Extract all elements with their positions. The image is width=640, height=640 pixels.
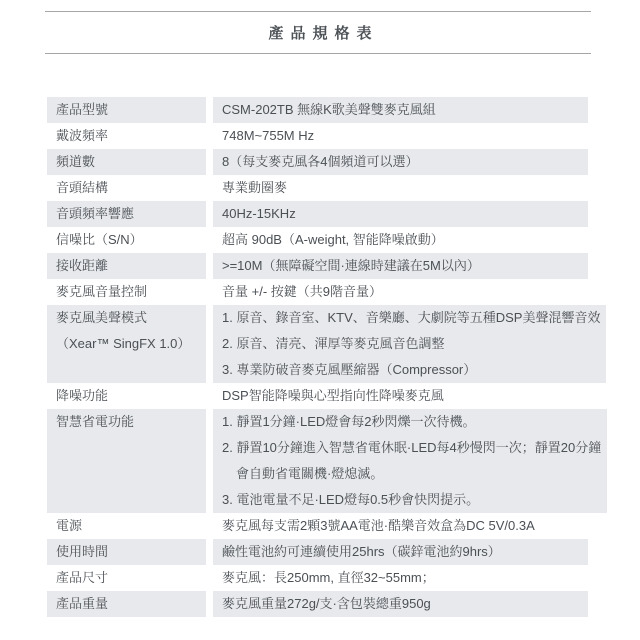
spec-label xyxy=(47,201,206,227)
spec-label xyxy=(47,409,206,513)
spec-label xyxy=(47,305,206,383)
spec-row xyxy=(47,513,588,539)
spec-label xyxy=(47,279,206,305)
spec-label xyxy=(47,253,206,279)
spec-value xyxy=(213,253,588,279)
spec-label-line: 戴波頻率 xyxy=(56,128,109,143)
spec-label-line: 使用時間 xyxy=(56,544,109,559)
spec-row xyxy=(47,175,588,201)
spec-label xyxy=(47,591,206,617)
spec-value-line: CSM-202TB 無線K歌美聲雙麥克風組 xyxy=(222,102,436,117)
spec-value-line: 麥克風：長250mm, 直徑32~55mm； xyxy=(222,570,435,585)
spec-row xyxy=(47,227,588,253)
spec-value-line: >=10M（無障礙空間·連線時建議在5M以內） xyxy=(222,258,480,273)
spec-value xyxy=(213,383,588,409)
spec-value-line: 748M~755M Hz xyxy=(222,128,315,143)
spec-label xyxy=(47,123,206,149)
spec-value xyxy=(213,175,588,201)
spec-row xyxy=(47,201,588,227)
spec-value xyxy=(213,123,588,149)
spec-row xyxy=(47,591,588,617)
spec-row xyxy=(47,253,588,279)
spec-row xyxy=(47,149,588,175)
spec-value-line: 會自動省電關機·燈熄滅。 xyxy=(236,466,384,481)
spec-value xyxy=(213,97,588,123)
spec-row xyxy=(47,97,588,123)
spec-value-line: 超高 90dB（A-weight, 智能降噪啟動） xyxy=(222,232,444,247)
spec-label xyxy=(47,383,206,409)
spec-label xyxy=(47,227,206,253)
spec-value-line: 40Hz-15KHz xyxy=(222,206,296,221)
spec-label-line: 音頭結構 xyxy=(56,180,109,195)
spec-value xyxy=(213,513,588,539)
spec-value-line: 2. 原音、清亮、渾厚等麥克風音色調整 xyxy=(222,336,445,351)
spec-value xyxy=(213,409,607,513)
spec-value xyxy=(213,591,588,617)
spec-value-line: 麥克風重量272g/支·含包裝總重950g xyxy=(222,596,431,611)
spec-value-line: 8（每支麥克風各4個頻道可以選） xyxy=(222,154,419,169)
spec-label xyxy=(47,97,206,123)
spec-value-line: 專業動圈麥 xyxy=(222,180,288,195)
spec-table xyxy=(47,97,602,617)
spec-label-line: （Xear™ SingFX 1.0） xyxy=(56,336,191,351)
spec-label-line: 產品型號 xyxy=(56,102,109,117)
spec-label-line: 電源 xyxy=(56,518,83,533)
spec-value xyxy=(213,539,588,565)
spec-row xyxy=(47,123,588,149)
spec-label-line: 頻道數 xyxy=(56,154,96,169)
spec-value-line: 音量 +/- 按鍵（共9階音量） xyxy=(222,284,382,299)
spec-row xyxy=(47,383,588,409)
spec-value xyxy=(213,149,588,175)
spec-value-line: 麥克風每支需2顆3號AA電池·酷樂音效盒為DC 5V/0.3A xyxy=(222,518,535,533)
spec-value xyxy=(213,565,588,591)
spec-label-line: 智慧省電功能 xyxy=(56,414,135,429)
spec-value xyxy=(213,279,588,305)
spec-label-line: 產品重量 xyxy=(56,596,109,611)
spec-value-line: 鹼性電池約可連續使用25hrs（碳鋅電池約9hrs） xyxy=(222,544,501,559)
spec-value xyxy=(213,305,606,383)
spec-label-line: 麥克風音量控制 xyxy=(56,284,148,299)
spec-label-line: 產品尺寸 xyxy=(56,570,109,585)
spec-label xyxy=(47,513,206,539)
spec-value-line: 3. 電池電量不足·LED燈每0.5秒會快閃提示。 xyxy=(222,492,480,507)
spec-label-line: 麥克風美聲模式 xyxy=(56,310,148,325)
title-rule-top xyxy=(45,11,591,12)
spec-value-line: 2. 靜置10分鐘進入智慧省電休眠·LED每4秒慢閃一次；靜置20分鐘 xyxy=(222,440,602,455)
page-title: 產品規格表 xyxy=(268,25,379,42)
spec-row xyxy=(47,279,588,305)
spec-row xyxy=(47,539,588,565)
spec-label-line: 音頭頻率響應 xyxy=(56,206,135,221)
spec-value-line: DSP智能降噪與心型指向性降噪麥克風 xyxy=(222,388,444,403)
spec-row xyxy=(47,409,602,513)
spec-label xyxy=(47,175,206,201)
spec-row xyxy=(47,565,588,591)
spec-label-line: 降噪功能 xyxy=(56,388,109,403)
spec-label xyxy=(47,149,206,175)
spec-label-line: 接收距離 xyxy=(56,258,109,273)
spec-value-line: 1. 靜置1分鐘·LED燈會每2秒閃爍一次待機。 xyxy=(222,414,476,429)
title-rule-bottom xyxy=(45,53,591,54)
spec-label xyxy=(47,565,206,591)
spec-label-line: 信噪比（S/N） xyxy=(56,232,143,247)
spec-value xyxy=(213,227,588,253)
spec-value-line: 3. 專業防破音麥克風壓縮器（Compressor） xyxy=(222,362,477,377)
spec-label xyxy=(47,539,206,565)
spec-row xyxy=(47,305,601,383)
spec-value-line: 1. 原音、錄音室、KTV、音樂廳、大劇院等五種DSP美聲混響音效 xyxy=(222,310,601,325)
spec-value xyxy=(213,201,588,227)
